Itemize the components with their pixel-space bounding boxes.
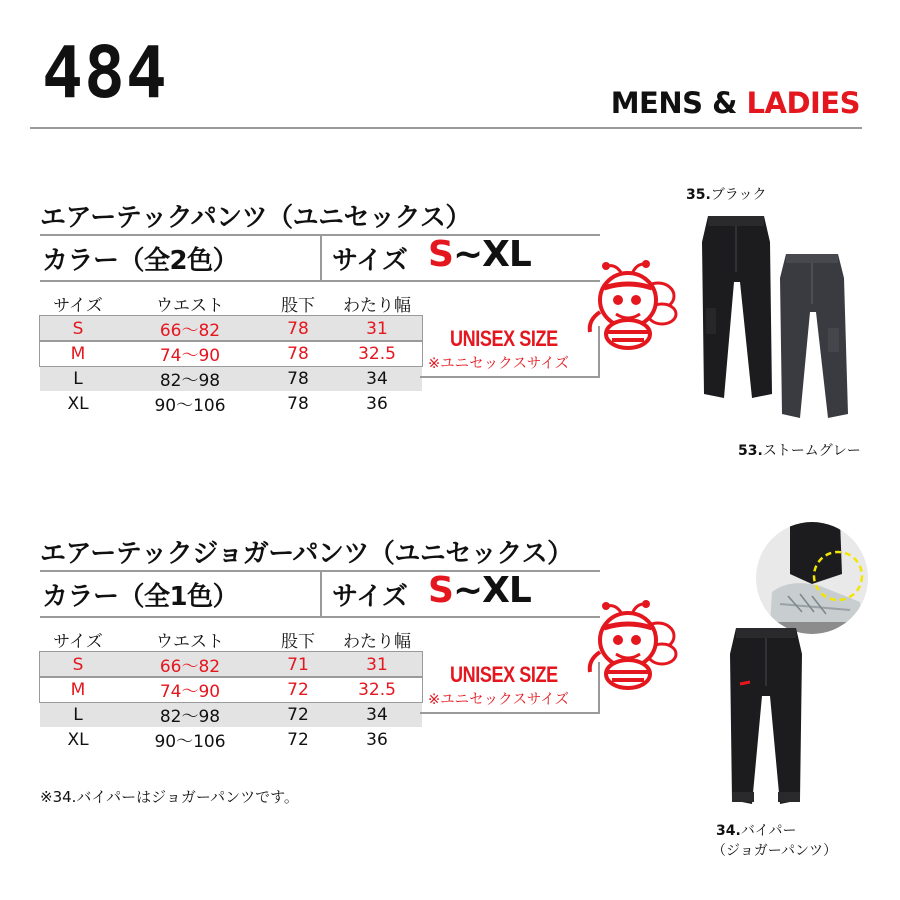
gender-label bbox=[611, 86, 860, 120]
black-pants-photo bbox=[690, 212, 780, 404]
color-number: 34. bbox=[716, 823, 741, 839]
color-size-row bbox=[40, 236, 600, 280]
cell-waist: 66〜82 bbox=[116, 316, 264, 341]
color-caption-black bbox=[686, 184, 767, 204]
size-label: サイズ bbox=[332, 582, 408, 612]
color-number: 53. bbox=[738, 443, 763, 459]
header-size: サイズ bbox=[53, 631, 103, 652]
size-range-rest: ~XL bbox=[452, 570, 531, 611]
cell-inseam: 71 bbox=[264, 652, 332, 677]
size-range-rest: ~XL bbox=[452, 234, 531, 275]
bee-mascot-icon bbox=[566, 260, 686, 350]
cell-waist: 82〜98 bbox=[116, 366, 264, 391]
cell-inseam: 72 bbox=[264, 702, 332, 727]
unisex-size-title: UNISEX SIZE bbox=[450, 326, 558, 351]
jogger-note: ※34.バイパーはジョガーパンツです。 bbox=[40, 788, 299, 806]
cell-size: XL bbox=[67, 729, 89, 750]
color-caption-viper bbox=[716, 820, 797, 840]
vertical-divider bbox=[320, 236, 322, 280]
size-table bbox=[40, 626, 422, 752]
header-size: サイズ bbox=[53, 295, 103, 316]
product-section-pants bbox=[40, 202, 600, 416]
cell-inseam: 78 bbox=[264, 316, 332, 341]
storm-gray-pants-photo bbox=[770, 250, 856, 422]
header-thigh: わたり幅 bbox=[343, 295, 411, 316]
table-row bbox=[40, 677, 422, 702]
color-caption-storm-gray bbox=[738, 440, 861, 460]
size-table-header bbox=[40, 290, 422, 316]
product-section-jogger-pants bbox=[40, 538, 600, 752]
header-divider bbox=[30, 127, 862, 129]
size-range bbox=[428, 234, 531, 275]
cell-thigh: 36 bbox=[366, 729, 388, 750]
table-row bbox=[40, 391, 422, 416]
cell-size: M bbox=[70, 679, 86, 700]
cell-size: L bbox=[40, 366, 116, 391]
cell-waist: 82〜98 bbox=[116, 702, 264, 727]
unisex-size-jp: ※ユニセックスサイズ bbox=[428, 692, 570, 708]
table-row bbox=[40, 727, 422, 752]
cell-thigh: 32.5 bbox=[358, 679, 396, 700]
cell-waist: 74〜90 bbox=[159, 682, 221, 702]
cell-thigh: 31 bbox=[332, 652, 422, 677]
cell-size: XL bbox=[67, 393, 89, 414]
size-range bbox=[428, 570, 531, 611]
size-table-header bbox=[40, 626, 422, 652]
cell-inseam: 78 bbox=[287, 393, 309, 414]
vertical-divider bbox=[320, 572, 322, 616]
section-rule bbox=[40, 280, 600, 282]
size-range-start: S bbox=[428, 234, 453, 275]
bee-mascot-icon bbox=[566, 600, 686, 690]
color-count-label: カラー（全2色） bbox=[42, 246, 239, 276]
cell-size: L bbox=[40, 702, 116, 727]
cell-waist: 90〜106 bbox=[154, 732, 226, 752]
unisex-size-jp: ※ユニセックスサイズ bbox=[428, 356, 570, 372]
cell-inseam: 78 bbox=[264, 366, 332, 391]
cell-inseam: 78 bbox=[287, 343, 309, 364]
ankle-detail-photo bbox=[750, 520, 874, 636]
section-rule bbox=[40, 616, 600, 618]
cell-size: M bbox=[70, 343, 86, 364]
cell-size: S bbox=[40, 652, 116, 677]
color-name: ストームグレー bbox=[762, 443, 861, 459]
color-number: 35. bbox=[686, 187, 711, 203]
header-thigh: わたり幅 bbox=[343, 631, 411, 652]
table-row bbox=[40, 366, 422, 391]
unisex-size-title: UNISEX SIZE bbox=[450, 662, 558, 687]
table-row bbox=[40, 341, 422, 366]
cell-thigh: 31 bbox=[332, 316, 422, 341]
product-title: エアーテックジョガーパンツ（ユニセックス） bbox=[40, 539, 573, 569]
cell-thigh: 36 bbox=[366, 393, 388, 414]
cell-waist: 90〜106 bbox=[154, 396, 226, 416]
header-inseam: 股下 bbox=[281, 295, 315, 316]
product-title: エアーテックパンツ（ユニセックス） bbox=[40, 203, 471, 233]
cell-thigh: 32.5 bbox=[358, 343, 396, 364]
cell-waist: 66〜82 bbox=[116, 652, 264, 677]
cell-waist: 74〜90 bbox=[159, 346, 221, 366]
gender-ladies: LADIES bbox=[746, 86, 860, 120]
cell-size: S bbox=[40, 316, 116, 341]
color-caption-viper-sub: （ジョガーパンツ） bbox=[712, 843, 838, 859]
size-range-start: S bbox=[428, 570, 453, 611]
color-size-row bbox=[40, 572, 600, 616]
size-table bbox=[40, 290, 422, 416]
cell-thigh: 34 bbox=[332, 366, 422, 391]
table-row bbox=[40, 652, 422, 677]
header-waist: ウエスト bbox=[156, 631, 224, 652]
color-name: バイパー bbox=[740, 823, 797, 839]
table-row bbox=[40, 316, 422, 341]
color-count-label: カラー（全1色） bbox=[42, 582, 239, 612]
cell-thigh: 34 bbox=[332, 702, 422, 727]
cell-inseam: 72 bbox=[287, 679, 309, 700]
header-inseam: 股下 bbox=[281, 631, 315, 652]
gender-mens: MENS & bbox=[610, 86, 737, 120]
table-row bbox=[40, 702, 422, 727]
size-label: サイズ bbox=[332, 246, 408, 276]
viper-jogger-pants-photo bbox=[716, 624, 816, 814]
color-name: ブラック bbox=[710, 187, 767, 203]
header-waist: ウエスト bbox=[156, 295, 224, 316]
cell-inseam: 72 bbox=[287, 729, 309, 750]
model-number: 484 bbox=[42, 32, 168, 115]
